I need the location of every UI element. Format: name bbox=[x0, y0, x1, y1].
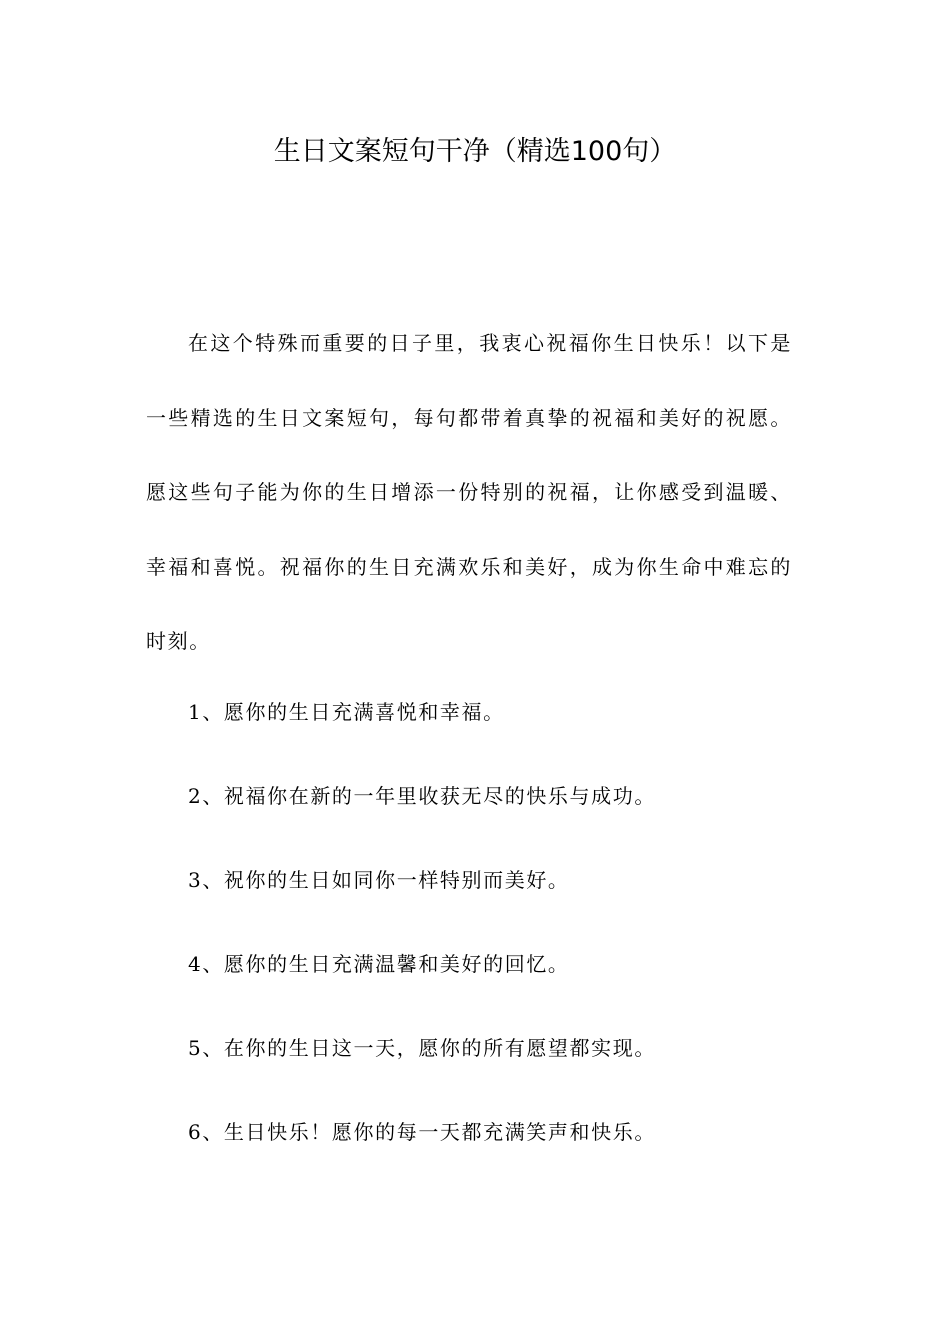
list-item: 2、祝福你在新的一年里收获无尽的快乐与成功。 bbox=[188, 784, 656, 808]
list-item: 1、愿你的生日充满喜悦和幸福。 bbox=[188, 700, 505, 724]
list-item: 5、在你的生日这一天，愿你的所有愿望都实现。 bbox=[188, 1036, 656, 1060]
document-title: 生日文案短句干净（精选100句） bbox=[273, 136, 677, 167]
blessing-list bbox=[188, 690, 798, 1194]
list-item: 4、愿你的生日充满温馨和美好的回忆。 bbox=[188, 952, 570, 976]
list-item: 3、祝你的生日如同你一样特别而美好。 bbox=[188, 868, 570, 892]
list-item: 6、生日快乐！愿你的每一天都充满笑声和快乐。 bbox=[188, 1120, 656, 1144]
intro-paragraph: 在这个特殊而重要的日子里，我衷心祝福你生日快乐！以下是一些精选的生日文案短句，每句都带着真挚的祝福和美好的祝愿。愿这些句子能为你的生日增添一份特别的祝福，让你感受到温暖、幸福和喜悦。祝福你的生日充满欢乐和美好，成为你生命中难忘的时刻。 bbox=[146, 331, 792, 653]
